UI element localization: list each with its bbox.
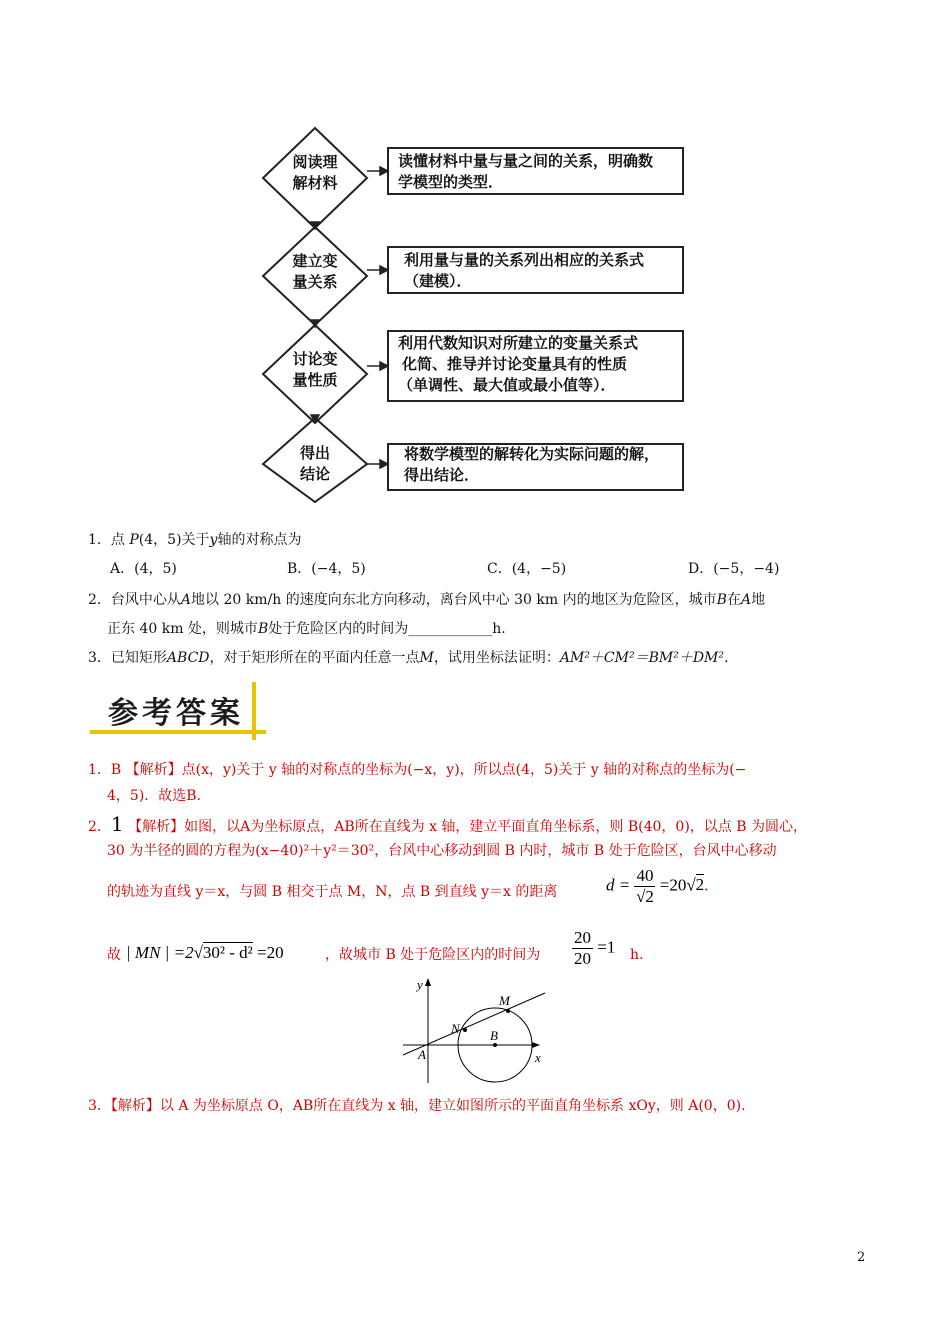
page-number: 2 xyxy=(857,1250,866,1265)
question-1-option-a: A．(4，5) xyxy=(110,561,177,577)
answer-2-line-1: 2．1 【解析】如图，以A为坐标原点，AB所在直线为 x 轴，建立平面直角坐标系，则 B(40，0)，以点 B 为圆心， xyxy=(88,812,807,836)
label-a: A xyxy=(418,1047,426,1062)
answer-banner-title: 参考答案 xyxy=(108,696,244,731)
flow-box-2-text: 利用量与量的关系列出相应的关系式 （建模）． xyxy=(404,251,645,290)
distance-formula: d = $\frac{40}{√2}$ =20√2. xyxy=(606,866,709,906)
label-b: B xyxy=(490,1028,498,1043)
coordinate-figure xyxy=(395,975,555,1085)
answer-2-line-3: 的轨迹为直线 y＝x，与圆 B 相交于点 M，N，点 B 到直线 y＝x 的距离 xyxy=(107,884,558,900)
answer-1-line-1: 1．B 【解析】点(x，y)关于 y 轴的对称点的坐标为(−x，y)，所以点(4，5)关于 y 轴的对称点的坐标为(− xyxy=(88,762,747,778)
flow-box-4-text: 将数学模型的解转化为实际问题的解， 得出结论． xyxy=(404,445,660,484)
question-1-option-d: D．(−5，−4) xyxy=(688,561,780,577)
answer-2-line-4-prefix: 故 xyxy=(107,947,121,963)
flow-diamond-4-label: 得出 结论 xyxy=(299,444,330,483)
question-1: 1．点 P(4，5)关于y轴的对称点为 xyxy=(88,532,302,548)
label-x: x xyxy=(535,1050,541,1065)
answer-2-line-2: 30 为半径的圆的方程为(x−40)²＋y²＝30²，台风中心移动到圆 B 内时，城市 B 处于危险区，台风中心移动 xyxy=(107,843,777,859)
question-1-option-c: C．(4，−5) xyxy=(487,561,567,577)
answer-blank: ____________ xyxy=(408,621,493,637)
answer-2-line-4-middle: ，故城市 B 处于危险区内的时间为 xyxy=(325,947,541,963)
question-1-option-b: B．(−4，5) xyxy=(287,561,366,577)
answer-2-line-4-suffix: h. xyxy=(630,947,644,963)
flow-diamond-3-label: 讨论变 量性质 xyxy=(292,350,338,389)
answer-1-line-2: 4，5)．故选B. xyxy=(107,788,202,804)
line-y-eq-x xyxy=(403,993,545,1055)
flow-box-3-text: 利用代数知识对所建立的变量关系式 化简、推导并讨论变量具有的性质 （单调性、最大值或最小值等）． xyxy=(398,334,639,394)
question-2-line-2: 正东 40 km 处，则城市B处于危险区内的时间为____________h. xyxy=(107,621,506,637)
answer-3: 3．【解析】以 A 为坐标原点 O，AB所在直线为 x 轴，建立如图所示的平面直角坐标系 xOy，则 A(0，0). xyxy=(88,1098,746,1114)
question-3: 3．已知矩形ABCD，对于矩形所在的平面内任意一点M，试用坐标法证明：AM²＋CM²＝BM²＋DM². xyxy=(88,650,729,666)
mn-formula: | MN | =2√30² - d² =20 xyxy=(126,943,284,962)
flow-diamond-2-label: 建立变 量关系 xyxy=(292,252,338,291)
flow-diamond-1-label: 阅读理 解材料 xyxy=(292,153,338,192)
question-2-line-1: 2．台风中心从A地以 20 km/h 的速度向东北方向移动，离台风中心 30 km 内的地区为危险区，城市B在A地 xyxy=(88,592,766,608)
time-formula: $\frac{20}{20}$ =1 xyxy=(574,928,616,968)
label-m: M xyxy=(499,993,510,1008)
label-n: N xyxy=(451,1021,460,1036)
flow-box-1-text: 读懂材料中量与量之间的关系，明确数 学模型的类型． xyxy=(398,152,654,191)
label-y: y xyxy=(417,977,423,992)
